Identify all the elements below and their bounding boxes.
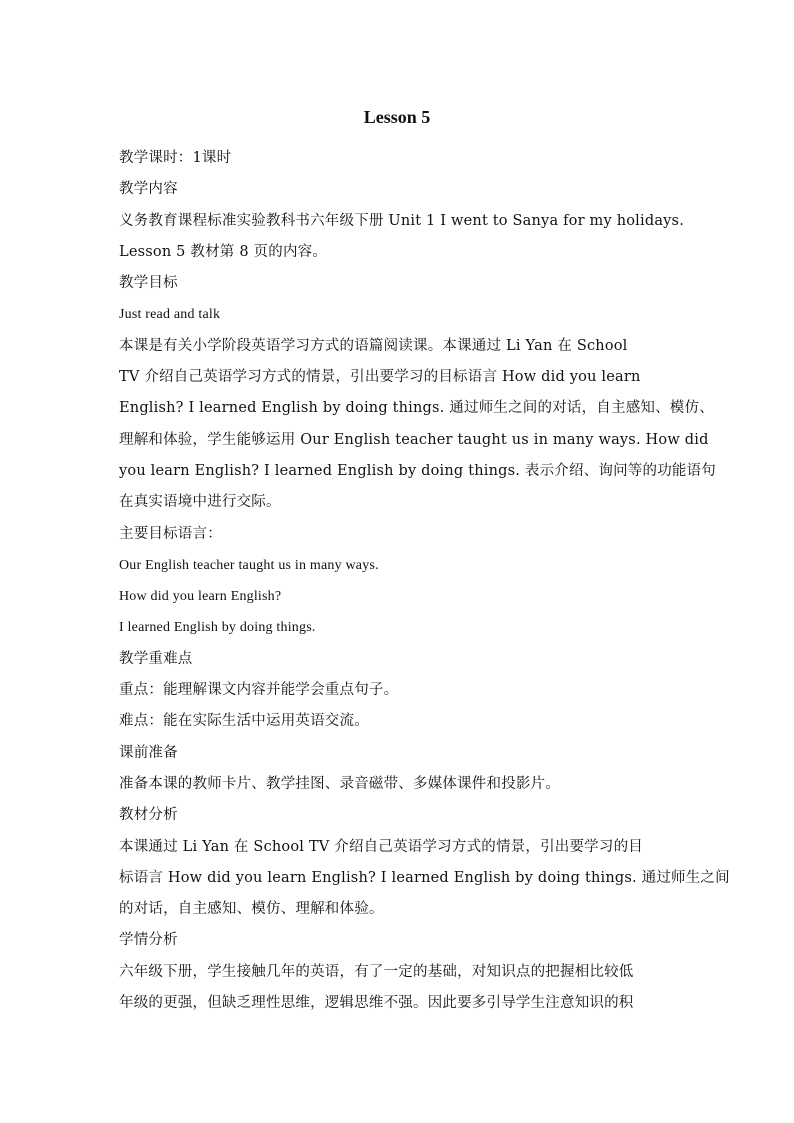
paragraph-line: 本课是有关小学阶段英语学习方式的语篇阅读课。本课通过 Li Yan 在 School (119, 337, 628, 354)
paragraph-line: 六年级下册，学生接触几年的英语，有了一定的基础，对知识点的把握相比较低 (119, 963, 634, 980)
heading-target-language: 主要目标语言： (119, 525, 222, 542)
target-sentence: Our English teacher taught us in many ways. (119, 557, 379, 573)
paragraph-line: Lesson 5 教材第 8 页的内容。 (119, 243, 328, 260)
document-body (119, 143, 730, 1019)
heading-teaching-content: 教学内容 (119, 181, 178, 198)
target-sentence: How did you learn English? (119, 589, 282, 605)
difficult-point: 难点：能在实际生活中运用英语交流。 (119, 713, 369, 730)
heading-key-difficulties: 教学重难点 (119, 650, 193, 667)
paragraph-line: you learn English? I learned English by doing things. 表示介绍、询问等的功能语句 (119, 462, 717, 479)
paragraph-line: English? I learned English by doing things. 通过师生之间的对话，自主感知、模仿、 (119, 400, 714, 417)
paragraph-line: 本课通过 Li Yan 在 School TV 介绍自己英语学习方式的情景，引出要学习的目 (119, 838, 643, 855)
paragraph-line: TV 介绍自己英语学习方式的情景，引出要学习的目标语言 How did you learn (119, 369, 641, 386)
paragraph-line: 准备本课的教师卡片、教学挂图、录音磁带、多媒体课件和投影片。 (119, 775, 560, 792)
page-title: Lesson 5 (363, 107, 431, 127)
paragraph-line: 在真实语境中进行交际。 (119, 494, 281, 511)
line-class-hours: 教学课时：1课时 (119, 150, 232, 166)
heading-material-analysis: 教材分析 (119, 807, 178, 824)
key-point: 重点：能理解课文内容并能学会重点句子。 (119, 682, 399, 699)
heading-student-analysis: 学情分析 (119, 932, 178, 949)
paragraph-line: 的对话，自主感知、模仿、理解和体验。 (119, 901, 384, 918)
target-sentence: I learned English by doing things. (119, 620, 316, 636)
paragraph-line: 标语言 How did you learn English? I learned English by doing things. 通过师生之间 (119, 869, 730, 886)
subheading-just-read-and-talk: Just read and talk (119, 307, 221, 323)
heading-preparation: 课前准备 (119, 744, 178, 761)
paragraph-line: 年级的更强，但缺乏理性思维，逻辑思维不强。因此要多引导学生注意知识的积 (119, 995, 634, 1012)
heading-teaching-goals: 教学目标 (119, 275, 178, 292)
paragraph-line: 理解和体验，学生能够运用 Our English teacher taught us in many ways. How did (119, 431, 709, 448)
paragraph-line: 义务教育课程标准实验教科书六年级下册 Unit 1 I went to Sanya for my holidays. (119, 212, 685, 229)
